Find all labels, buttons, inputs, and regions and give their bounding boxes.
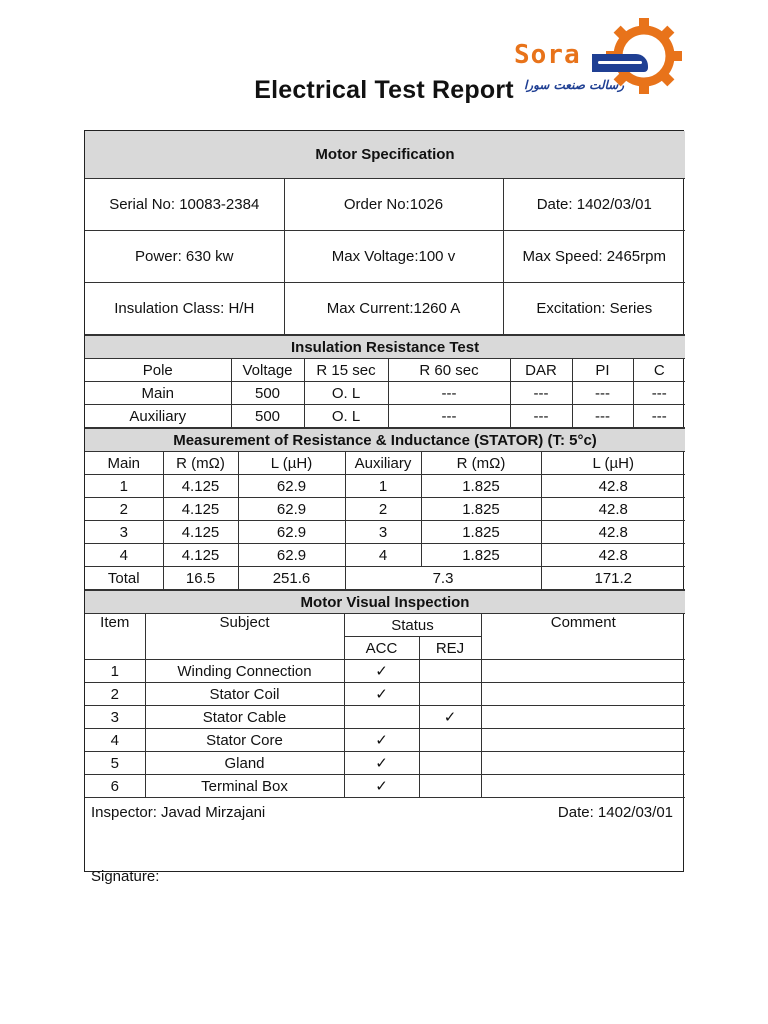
check-icon: ✓	[344, 683, 419, 706]
resistance-table	[85, 428, 685, 590]
table-cell: 3	[345, 521, 421, 544]
total-row	[85, 567, 685, 590]
total-main-r: 16.5	[163, 567, 238, 590]
max-speed: Max Speed: 2465rpm	[503, 231, 685, 283]
serial-number: Serial No: 10083-2384	[85, 179, 284, 231]
total-aux-l: 171.2	[541, 567, 685, 590]
table-row	[85, 498, 685, 521]
table-row	[85, 382, 685, 405]
table-cell: 2	[345, 498, 421, 521]
check-icon: ✓	[344, 775, 419, 798]
logo-subtitle: رسالت صنعت سورا	[523, 78, 625, 92]
table-cell: ---	[572, 382, 633, 405]
table-row	[85, 475, 685, 498]
insulation-header: R 15 sec	[304, 359, 388, 382]
check-icon	[419, 660, 481, 683]
logo-train-shape	[592, 54, 648, 72]
table-cell: 62.9	[238, 544, 345, 567]
resistance-header: L (µH)	[238, 452, 345, 475]
item-number: 2	[85, 683, 145, 706]
table-cell: Auxiliary	[85, 405, 231, 428]
max-current: Max Current:1260 A	[284, 283, 503, 335]
status-header: Status	[344, 614, 481, 637]
resistance-header: Main	[85, 452, 163, 475]
comment-header: Comment	[481, 614, 685, 660]
total-main-l: 251.6	[238, 567, 345, 590]
acc-header: ACC	[344, 637, 419, 660]
comment-cell	[481, 683, 685, 706]
table-cell: 500	[231, 382, 304, 405]
excitation: Excitation: Series	[503, 283, 685, 335]
table-cell: 4	[85, 544, 163, 567]
table-cell: 42.8	[541, 544, 685, 567]
table-cell: 42.8	[541, 521, 685, 544]
table-cell: ---	[633, 382, 685, 405]
table-cell: ---	[388, 382, 510, 405]
table-cell: 42.8	[541, 475, 685, 498]
report-footer	[85, 798, 683, 884]
subject-cell: Winding Connection	[145, 660, 344, 683]
insulation-header: Pole	[85, 359, 231, 382]
item-number: 1	[85, 660, 145, 683]
table-cell: 1.825	[421, 498, 541, 521]
table-cell: O. L	[304, 405, 388, 428]
check-icon: ✓	[344, 752, 419, 775]
max-voltage: Max Voltage:100 v	[284, 231, 503, 283]
total-label: Total	[85, 567, 163, 590]
report-title: Electrical Test Report	[254, 76, 514, 104]
table-cell: 1.825	[421, 544, 541, 567]
table-cell: 4.125	[163, 498, 238, 521]
table-cell: 1.825	[421, 521, 541, 544]
table-row	[85, 544, 685, 567]
subject-cell: Gland	[145, 752, 344, 775]
table-cell: ---	[510, 405, 572, 428]
inspector-name: Inspector: Javad Mirzajani	[91, 804, 266, 821]
motor-spec-heading: Motor Specification	[85, 131, 685, 179]
comment-cell	[481, 729, 685, 752]
table-cell: ---	[572, 405, 633, 428]
check-icon	[419, 729, 481, 752]
table-cell: 62.9	[238, 521, 345, 544]
table-cell: 4.125	[163, 475, 238, 498]
table-cell: 1	[345, 475, 421, 498]
insulation-heading: Insulation Resistance Test	[85, 336, 685, 359]
comment-cell	[481, 775, 685, 798]
table-cell: Main	[85, 382, 231, 405]
resistance-header: R (mΩ)	[163, 452, 238, 475]
table-cell: ---	[633, 405, 685, 428]
table-cell: 4	[345, 544, 421, 567]
table-row	[85, 706, 685, 729]
visual-heading: Motor Visual Inspection	[85, 591, 685, 614]
total-aux-r: 7.3	[345, 567, 541, 590]
resistance-header: R (mΩ)	[421, 452, 541, 475]
rej-header: REJ	[419, 637, 481, 660]
table-row	[85, 729, 685, 752]
table-cell: 500	[231, 405, 304, 428]
motor-spec-table	[85, 131, 685, 335]
insulation-class: Insulation Class: H/H	[85, 283, 284, 335]
insulation-header: C	[633, 359, 685, 382]
check-icon: ✓	[419, 706, 481, 729]
report-form	[84, 130, 684, 885]
table-cell: 42.8	[541, 498, 685, 521]
insulation-header: R 60 sec	[388, 359, 510, 382]
insulation-header: Voltage	[231, 359, 304, 382]
resistance-header: Auxiliary	[345, 452, 421, 475]
table-cell: 4.125	[163, 544, 238, 567]
table-row	[85, 405, 685, 428]
comment-cell	[481, 706, 685, 729]
table-row	[85, 752, 685, 775]
resistance-heading: Measurement of Resistance & Inductance (STATOR) (T: 5°c)	[85, 429, 685, 452]
subject-cell: Stator Coil	[145, 683, 344, 706]
check-icon	[419, 752, 481, 775]
subject-header: Subject	[145, 614, 344, 660]
item-number: 6	[85, 775, 145, 798]
comment-cell	[481, 660, 685, 683]
item-number: 4	[85, 729, 145, 752]
table-cell: O. L	[304, 382, 388, 405]
check-icon	[344, 706, 419, 729]
item-number: 5	[85, 752, 145, 775]
item-header: Item	[85, 614, 145, 660]
check-icon: ✓	[344, 729, 419, 752]
table-row	[85, 521, 685, 544]
table-cell: 2	[85, 498, 163, 521]
table-cell: 4.125	[163, 521, 238, 544]
table-cell: ---	[510, 382, 572, 405]
insulation-header: PI	[572, 359, 633, 382]
logo-brand-text: Sora	[514, 40, 581, 70]
check-icon	[419, 775, 481, 798]
check-icon	[419, 683, 481, 706]
table-row	[85, 683, 685, 706]
insulation-header: DAR	[510, 359, 572, 382]
subject-cell: Stator Cable	[145, 706, 344, 729]
table-cell: 1.825	[421, 475, 541, 498]
table-cell: ---	[388, 405, 510, 428]
table-cell: 3	[85, 521, 163, 544]
table-cell: 62.9	[238, 498, 345, 521]
visual-inspection-table	[85, 590, 685, 798]
power: Power: 630 kw	[85, 231, 284, 283]
inspection-date: Date: 1402/03/01	[557, 804, 673, 821]
table-cell: 62.9	[238, 475, 345, 498]
resistance-header: L (µH)	[541, 452, 685, 475]
signature-label: Signature:	[91, 868, 160, 885]
table-cell: 1	[85, 475, 163, 498]
item-number: 3	[85, 706, 145, 729]
check-icon: ✓	[344, 660, 419, 683]
spec-date: Date: 1402/03/01	[503, 179, 685, 231]
table-row	[85, 660, 685, 683]
subject-cell: Terminal Box	[145, 775, 344, 798]
subject-cell: Stator Core	[145, 729, 344, 752]
comment-cell	[481, 752, 685, 775]
insulation-table	[85, 335, 685, 428]
order-number: Order No:1026	[284, 179, 503, 231]
table-row	[85, 775, 685, 798]
